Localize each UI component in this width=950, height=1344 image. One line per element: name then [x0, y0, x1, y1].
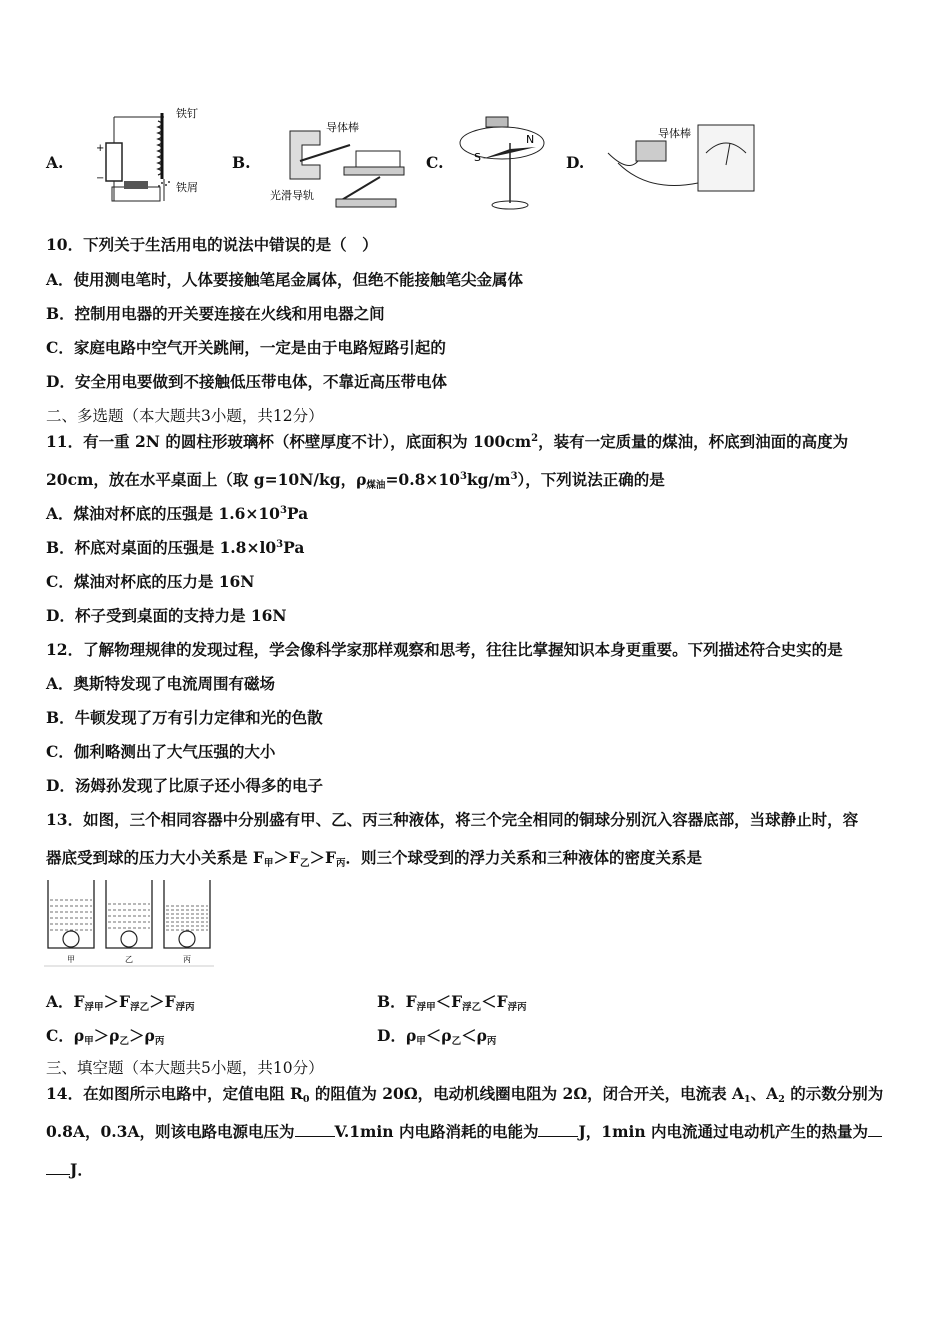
galvanometer-figure	[598, 113, 758, 213]
q10-stem: 10．下列关于生活用电的说法中错误的是（ ）	[46, 235, 378, 254]
q11-option-a: A．煤油对杯底的压强是 $1.6\times 10^3Pa$	[46, 504, 309, 523]
q13-stem-line2: 器底受到球的压力大小关系是 F甲＞F乙＞F丙．则三个球受到的浮力关系和三种液体的密度关系是	[46, 848, 702, 869]
label-filings: 铁屑	[176, 181, 198, 194]
generator-rails-figure	[260, 111, 410, 215]
q13-stem-line1: 13．如图，三个相同容器中分别盛有甲、乙、丙三种液体，将三个完全相同的铜球分别沉入容器底部，当球静止时，容	[46, 810, 859, 829]
fig-label-bing: 丙	[183, 955, 191, 964]
q12-option-b: B．牛顿发现了万有引力定律和光的色散	[46, 708, 323, 727]
q11-option-b: B．杯底对桌面的压强是 $1.8\times l0^3Pa$	[46, 538, 305, 557]
q12-option-c: C．伽利略测出了大气压强的大小	[46, 742, 276, 761]
q12-stem: 12．了解物理规律的发现过程，学会像科学家那样观察和思考，往往比掌握知识本身更重要。下列描述符合史实的是	[46, 640, 843, 659]
q10-option-a: A．使用测电笔时，人体要接触笔尾金属体，但绝不能接触笔尖金属体	[46, 270, 524, 289]
answer-blank-voltage[interactable]	[295, 1122, 335, 1137]
q14-line2: 0.8A，0.3A，则该电路电源电压为 V.1min 内电路消耗的电能为 J，1min 内电流通过电动机产生的热量为	[46, 1122, 882, 1142]
label-rail: 光滑导轨	[270, 189, 314, 202]
label-rod: 导体棒	[326, 121, 359, 134]
q13-option-a: A．F浮甲＞F浮乙＞F浮丙	[46, 992, 195, 1013]
q10-option-b: B．控制用电器的开关要连接在火线和用电器之间	[46, 304, 385, 323]
label-n: N	[526, 133, 535, 146]
q13-option-d: D．ρ甲＜ρ乙＜ρ丙	[377, 1026, 497, 1047]
q13-option-b: B．F浮甲＜F浮乙＜F浮丙	[377, 992, 527, 1013]
fig-label-yi: 乙	[125, 955, 133, 964]
option-a-label: A.	[46, 153, 64, 172]
q11-stem-line2: 20cm，放在水平桌面上（取 g=10N/kg，ρ煤油$=0.8\times 10^3kg/m^3$），下列说法正确的是	[46, 470, 665, 491]
answer-blank-heat-part2[interactable]	[46, 1160, 70, 1175]
option-c-label: C.	[426, 153, 444, 172]
label-rod-d: 导体棒	[658, 127, 691, 140]
option-d-label: D.	[566, 153, 585, 172]
svg-text:−: −	[96, 173, 105, 184]
q14-line3: J．	[46, 1160, 93, 1180]
section-2-heading: 二、多选题（本大题共3小题，共12分）	[46, 407, 324, 425]
compass-figure	[456, 103, 556, 215]
q14-line1: 14．在如图所示电路中，定值电阻 R0 的阻值为 20Ω，电动机线圈电阻为 2Ω，闭合开关，电流表 A1、A2 的示数分别为	[46, 1084, 884, 1105]
q11-stem-line1: 11．有一重 2N 的圆柱形玻璃杯（杯壁厚度不计），底面积为 $100cm^2$，装有一定质量的煤油，杯底到油面的高度为	[46, 432, 849, 451]
q11-option-d: D．杯子受到桌面的支持力是 16N	[46, 606, 287, 625]
three-containers-figure	[44, 878, 214, 970]
answer-blank-energy[interactable]	[538, 1122, 578, 1137]
q12-option-a: A．奥斯特发现了电流周围有磁场	[46, 674, 276, 693]
electromagnet-figure	[84, 103, 214, 215]
q11-option-c: C．煤油对杯底的压力是 16N	[46, 572, 255, 591]
option-b-label: B.	[232, 153, 251, 172]
q10-option-d: D．安全用电要做到不接触低压带电体，不靠近高压带电体	[46, 372, 447, 391]
label-s: S	[474, 151, 481, 164]
section-3-heading: 三、填空题（本大题共5小题，共10分）	[46, 1059, 324, 1077]
q10-option-c: C．家庭电路中空气开关跳闸，一定是由于电路短路引起的	[46, 338, 446, 357]
answer-blank-heat-part1[interactable]	[868, 1122, 882, 1137]
fig-label-jia: 甲	[67, 955, 75, 964]
svg-text:+: +	[96, 143, 105, 154]
q13-option-c: C．ρ甲＞ρ乙＞ρ丙	[46, 1026, 165, 1047]
figure-options-row	[40, 103, 760, 215]
label-nail: 铁钉	[176, 107, 198, 120]
q12-option-d: D．汤姆孙发现了比原子还小得多的电子	[46, 776, 323, 795]
